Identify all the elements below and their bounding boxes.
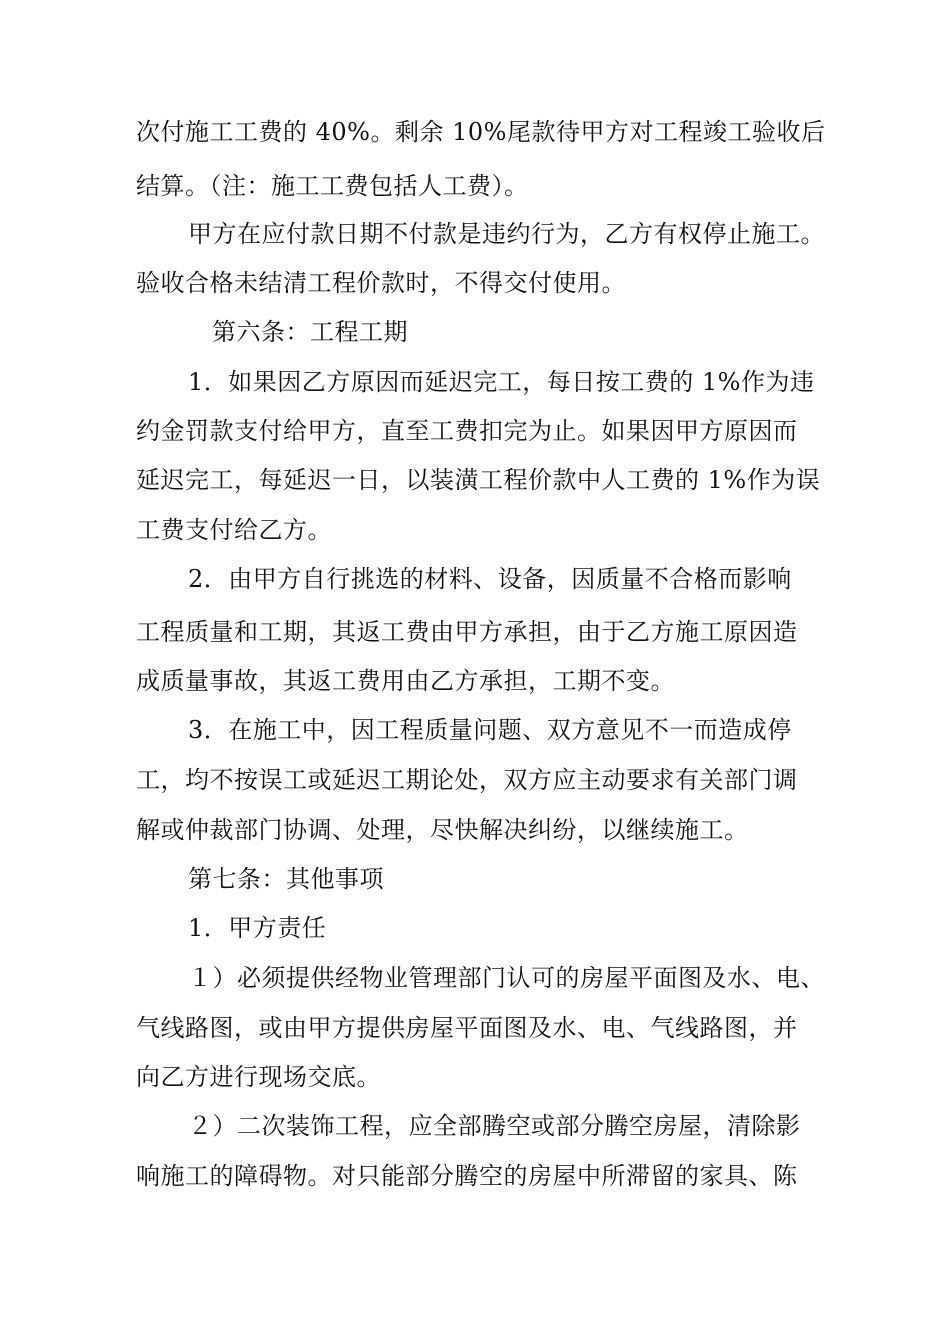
text-line: 约金罚款支付给甲方，直至工费扣完为止。如果因甲方原因而 — [136, 417, 798, 445]
paragraph-first-line: 甲方在应付款日期不付款是违约行为，乙方有权停止施工。 — [188, 220, 825, 248]
text-line: 次付施工工费的 40%。剩余 10%尾款待甲方对工程竣工验收后 — [136, 118, 826, 146]
subheading-party-a-responsibility: 1．甲方责任 — [188, 914, 327, 942]
paragraph-first-line: １）必须提供经物业管理部门认可的房屋平面图及水、电、 — [188, 964, 825, 992]
text-line: 验收合格未结清工程价款时，不得交付使用。 — [136, 269, 626, 297]
paragraph-first-line: 2．由甲方自行挑选的材料、设备，因质量不合格而影响 — [188, 565, 792, 593]
section-heading-article-6: 第六条：工程工期 — [212, 318, 408, 346]
text-line: 工，均不按误工或延迟工期论处，双方应主动要求有关部门调 — [136, 766, 798, 794]
text-line: 成质量事故，其返工费用由乙方承担，工期不变。 — [136, 667, 675, 695]
text-line: 气线路图，或由甲方提供房屋平面图及水、电、气线路图，并 — [136, 1014, 798, 1042]
text-line: 延迟完工，每延迟一日，以装潢工程价款中人工费的 1%作为误 — [136, 466, 821, 494]
text-line: 工程质量和工期，其返工费由甲方承担，由于乙方施工原因造 — [136, 618, 798, 646]
text-line: 解或仲裁部门协调、处理，尽快解决纠纷，以继续施工。 — [136, 816, 749, 844]
paragraph-first-line: 3．在施工中，因工程质量问题、双方意见不一而造成停 — [188, 716, 792, 744]
paragraph-first-line: ２）二次装饰工程，应全部腾空或部分腾空房屋，清除影 — [188, 1112, 801, 1140]
text-line: 响施工的障碍物。对只能部分腾空的房屋中所滞留的家具、陈 — [136, 1162, 798, 1190]
section-heading-article-7: 第七条：其他事项 — [188, 865, 384, 893]
text-line: 工费支付给乙方。 — [136, 516, 332, 544]
text-line: 结算。（注：施工工费包括人工费）。 — [136, 172, 529, 200]
text-line: 向乙方进行现场交底。 — [136, 1063, 381, 1091]
paragraph-first-line: 1．如果因乙方原因而延迟完工，每日按工费的 1%作为违 — [188, 368, 815, 396]
